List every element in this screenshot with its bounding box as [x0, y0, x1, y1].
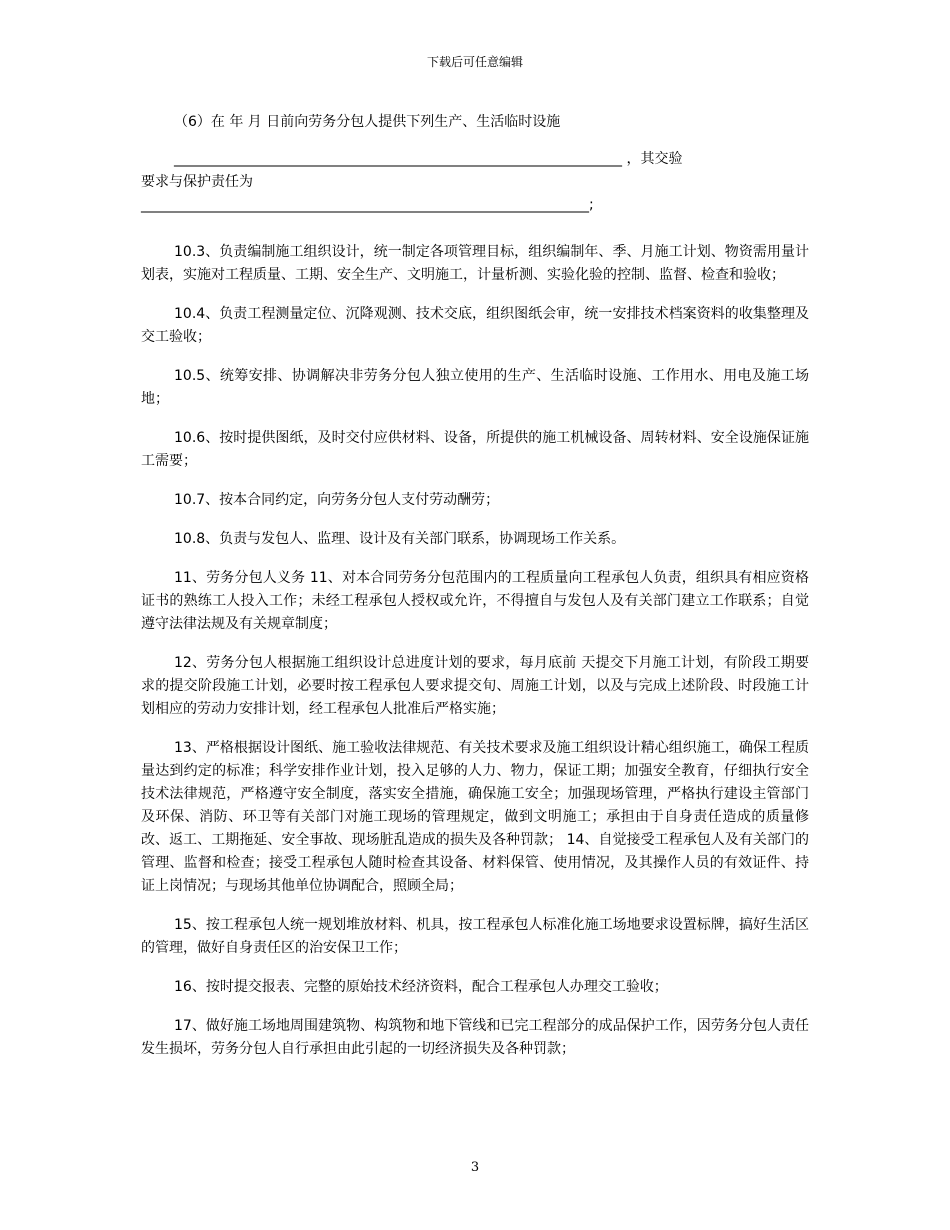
page-number: 3: [470, 1160, 480, 1175]
clause-10-5: 10.5、统筹安排、协调解决非劳务分包人独立使用的生产、生活临时设施、工作用水、用电及施工场地；: [141, 368, 809, 407]
clause-10-4: 10.4、负责工程测量定位、沉降观测、技术交底，组织图纸会审，统一安排技术档案资料的收集整理及交工验收；: [141, 306, 809, 345]
clause-15: 15、按工程承包人统一规划堆放材料、机具，按工程承包人标准化施工场地要求设置标牌，搞好生活区的管理，做好自身责任区的治安保卫工作；: [141, 917, 809, 956]
intro-line-1: （6）在 年 月 日前向劳务分包人提供下列生产、生活临时设施: [174, 114, 561, 130]
clause-12: 12、劳务分包人根据施工组织设计总进度计划的要求，每月底前 天提交下月施工计划，有阶段工期要求的提交阶段施工计划，必要时按工程承包人要求提交旬、周施工计划，以及与完成上述阶段、时段施工计划相应的劳动力安排计划，经工程承包人批准后严格实施；: [141, 655, 809, 717]
clause-16: 16、按时提交报表、完整的原始技术经济资料，配合工程承包人办理交工验收；: [174, 979, 668, 995]
intro-blank-line-2: ________________________________________________________________;: [141, 197, 594, 213]
clause-10-8: 10.8、负责与发包人、监理、设计及有关部门联系，协调现场工作关系。: [174, 531, 626, 547]
document-body: [141, 111, 809, 1077]
clause-10-3: 10.3、负责编制施工组织设计，统一制定各项管理目标，组织编制年、季、月施工计划、物资需用量计划表，实施对工程质量、工期、安全生产、文明施工，计量析测、实验化验的控制、监督、检查和验收；: [141, 244, 809, 283]
intro-line-3: 要求与保护责任为: [141, 174, 253, 190]
clause-11: 11、劳务分包人义务 11、对本合同劳务分包范围内的工程质量向工程承包人负责，组织具有相应资格证书的熟练工人投入工作；未经工程承包人授权或允许，不得擅自与发包人及有关部门建立工作联系；自觉遵守法律法规及有关规章制度；: [141, 570, 809, 632]
clause-17: 17、做好施工场地周围建筑物、构筑物和地下管线和已完工程部分的成品保护工作，因劳务分包人责任发生损坏，劳务分包人自行承担由此引起的一切经济损失及各种罚款；: [141, 1018, 809, 1057]
clause-13-14: 13、严格根据设计图纸、施工验收法律规范、有关技术要求及施工组织设计精心组织施工，确保工程质量达到约定的标准；科学安排作业计划，投入足够的人力、物力，保证工期；加强安全教育，仔细执行安全技术法律规范，严格遵守安全制度，落实安全措施，确保施工安全；加强现场管理，严格执行建设主管部门及环保、消防、环卫等有关部门对施工现场的管理规定，做到文明施工；承担由于自身责任造成的质量修改、返工、工期拖延、安全事故、现场脏乱造成的损失及各种罚款； 14、自觉接受工程承包人及有关部门的管理、监督和检查；接受工程承包人随时检查其设备、材料保管、使用情况，及其操作人员的有效证件、持证上岗情况；与现场其他单位协调配合，照顾全局；: [141, 740, 809, 894]
clause-10-7: 10.7、按本合同约定，向劳务分包人支付劳动酬劳；: [174, 492, 500, 508]
intro-blank-line-1: ________________________________________________________________ ，其交验: [174, 151, 683, 167]
page-header: 下载后可任意编辑: [426, 55, 523, 69]
clause-10-6: 10.6、按时提供图纸，及时交付应供材料、设备，所提供的施工机械设备、周转材料、安全设施保证施工需要；: [141, 430, 809, 469]
